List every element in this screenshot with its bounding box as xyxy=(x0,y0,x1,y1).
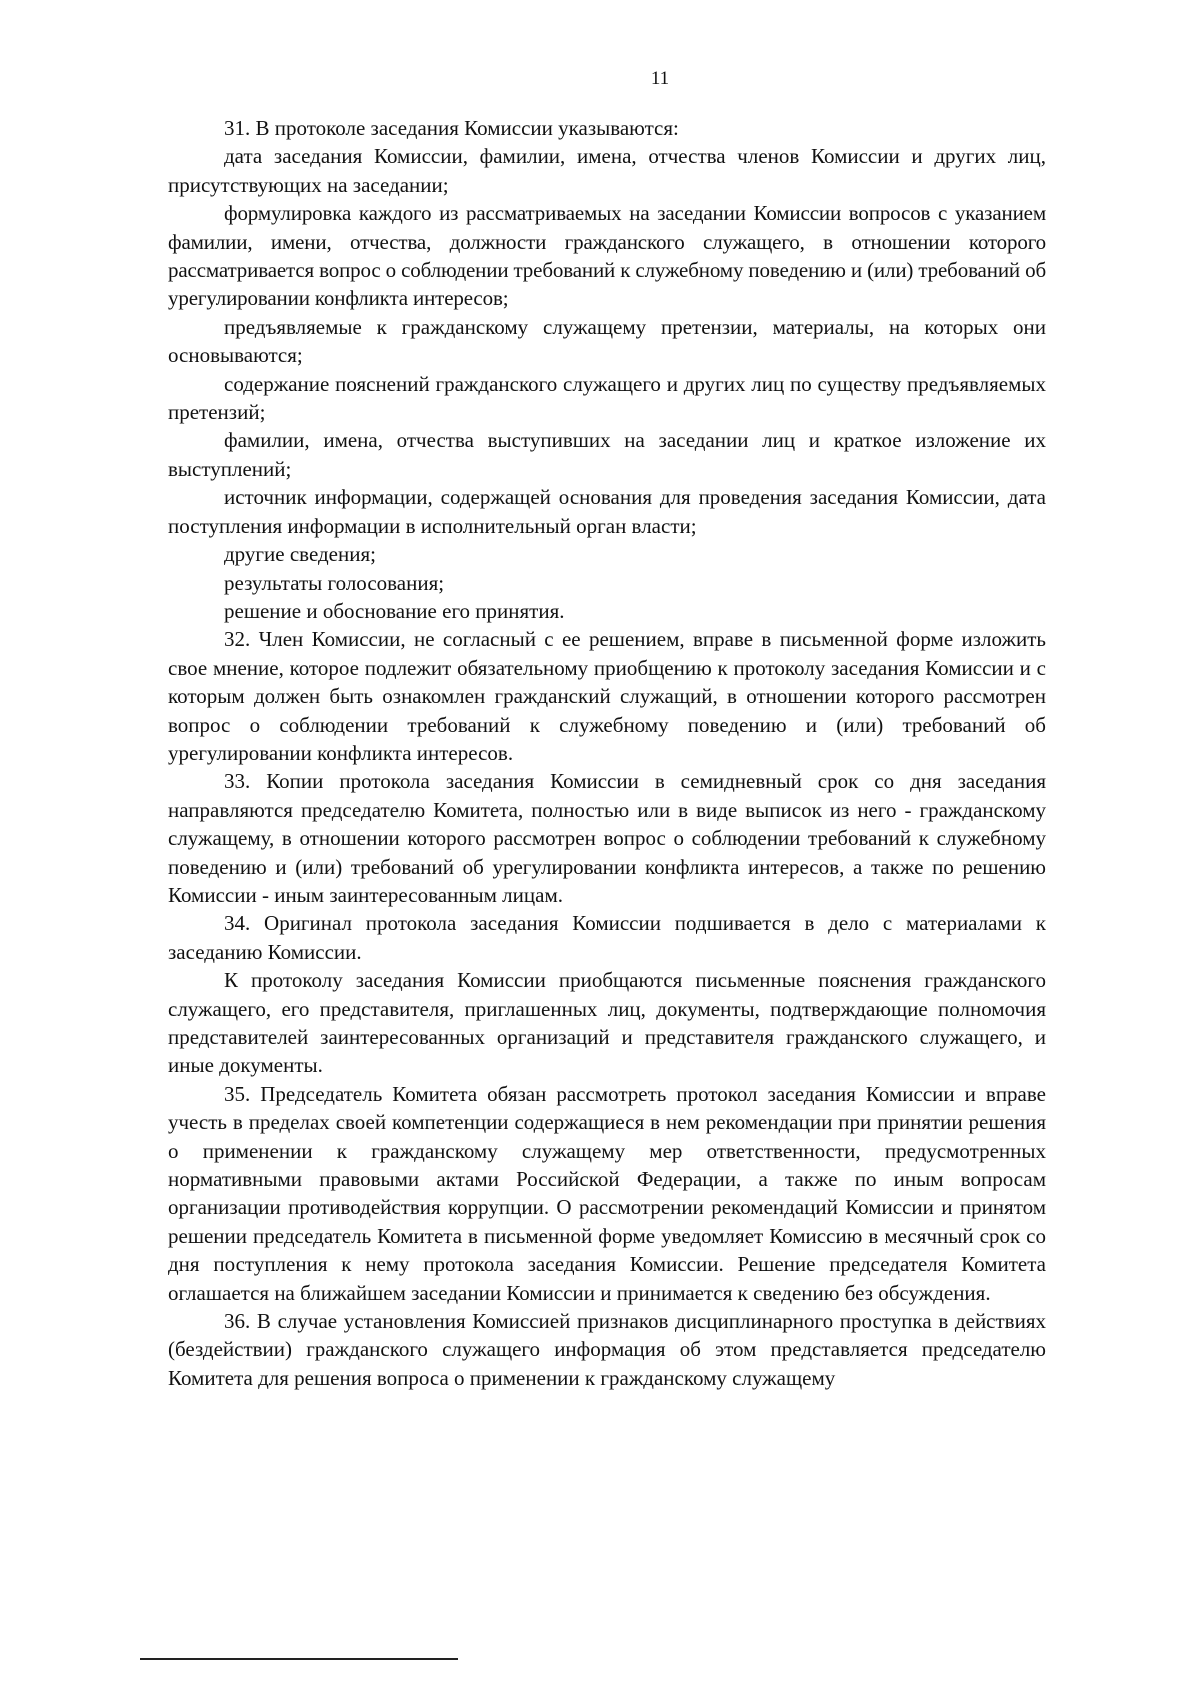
document-body xyxy=(168,114,1046,1392)
list-item-other-info: другие сведения; xyxy=(224,542,376,567)
list-item-question-wording: формулировка каждого из рассматриваемых на заседании Комиссии вопросов с указанием фамилии, имени, отчества, должности гражданского служащего, в отношении которого рассматривается вопрос о соблюдении требований к служебному поведению и (или) требований об урегулировании конфликта интересов; xyxy=(168,201,1046,311)
list-item-explanations: содержание пояснений гражданского служащего и других лиц по существу предъявляемых претензий; xyxy=(168,371,1046,425)
paragraph-31-heading: 31. В протоколе заседания Комиссии указываются: xyxy=(224,116,679,140)
list-item-claims: предъявляемые к гражданскому служащему претензии, материалы, на которых они основываются; xyxy=(168,314,1046,368)
paragraph-33: 33. Копии протокола заседания Комиссии в семидневный срок со дня заседания направляются председателю Комитета, полностью или в виде выписок из него - гражданскому служащему, в отношении которого рассмотрен вопрос о соблюдении требований к служебному поведению и (или) требований об урегулировании конфликта интересов, а также по решению Комиссии - иным заинтересованным лицам. xyxy=(168,769,1046,907)
list-item-decision: решение и обоснование его принятия. xyxy=(224,598,565,623)
paragraph-34: 34. Оригинал протокола заседания Комиссии подшивается в дело с материалами к заседанию Комиссии. xyxy=(168,911,1046,964)
page-number: 11 xyxy=(650,68,670,89)
footer-rule xyxy=(140,1658,458,1660)
paragraph-34-attachments: К протоколу заседания Комиссии приобщаются письменные пояснения гражданского служащего, его представителя, приглашенных лиц, документы, подтверждающие полномочия представителей заинтересованных организаций и представителя гражданского служащего, и иные документы. xyxy=(168,968,1046,1078)
list-item-meeting-date: дата заседания Комиссии, фамилии, имена, отчества членов Комиссии и других лиц, присутствующих на заседании; xyxy=(168,144,1046,197)
list-item-voting-results: результаты голосования; xyxy=(224,570,445,595)
paragraph-36: 36. В случае установления Комиссией признаков дисциплинарного проступка в действиях (бездействии) гражданского служащего информация об этом представляется председателю Комитета для решения вопроса о применении к гражданскому служащему xyxy=(168,1309,1046,1390)
paragraph-35: 35. Председатель Комитета обязан рассмотреть протокол заседания Комиссии и вправе учесть в пределах своей компетенции содержащиеся в нем рекомендации при принятии решения о применении к гражданскому служащему мер ответственности, предусмотренных нормативными правовыми актами Российской Федерации, а также по иным вопросам организации противодействия коррупции. О рассмотрении рекомендаций Комиссии и принятом решении председатель Комитета в письменной форме уведомляет Комиссию в месячный срок со дня поступления к нему протокола заседания Комиссии. Решение председателя Комитета оглашается на ближайшем заседании Комиссии и принимается к сведению без обсуждения. xyxy=(168,1081,1046,1305)
list-item-speakers: фамилии, имена, отчества выступивших на заседании лиц и краткое изложение их выступлений; xyxy=(168,428,1046,481)
list-item-information-source: источник информации, содержащей основания для проведения заседания Комиссии, дата поступления информации в исполнительный орган власти; xyxy=(168,485,1046,538)
paragraph-32: 32. Член Комиссии, не согласный с ее решением, вправе в письменной форме изложить свое мнение, которое подлежит обязательному приобщению к протоколу заседания Комиссии и с которым должен быть ознакомлен гражданский служащий, в отношении которого рассмотрен вопрос о соблюдении требований к служебному поведению и (или) требований об урегулировании конфликта интересов. xyxy=(168,627,1046,765)
